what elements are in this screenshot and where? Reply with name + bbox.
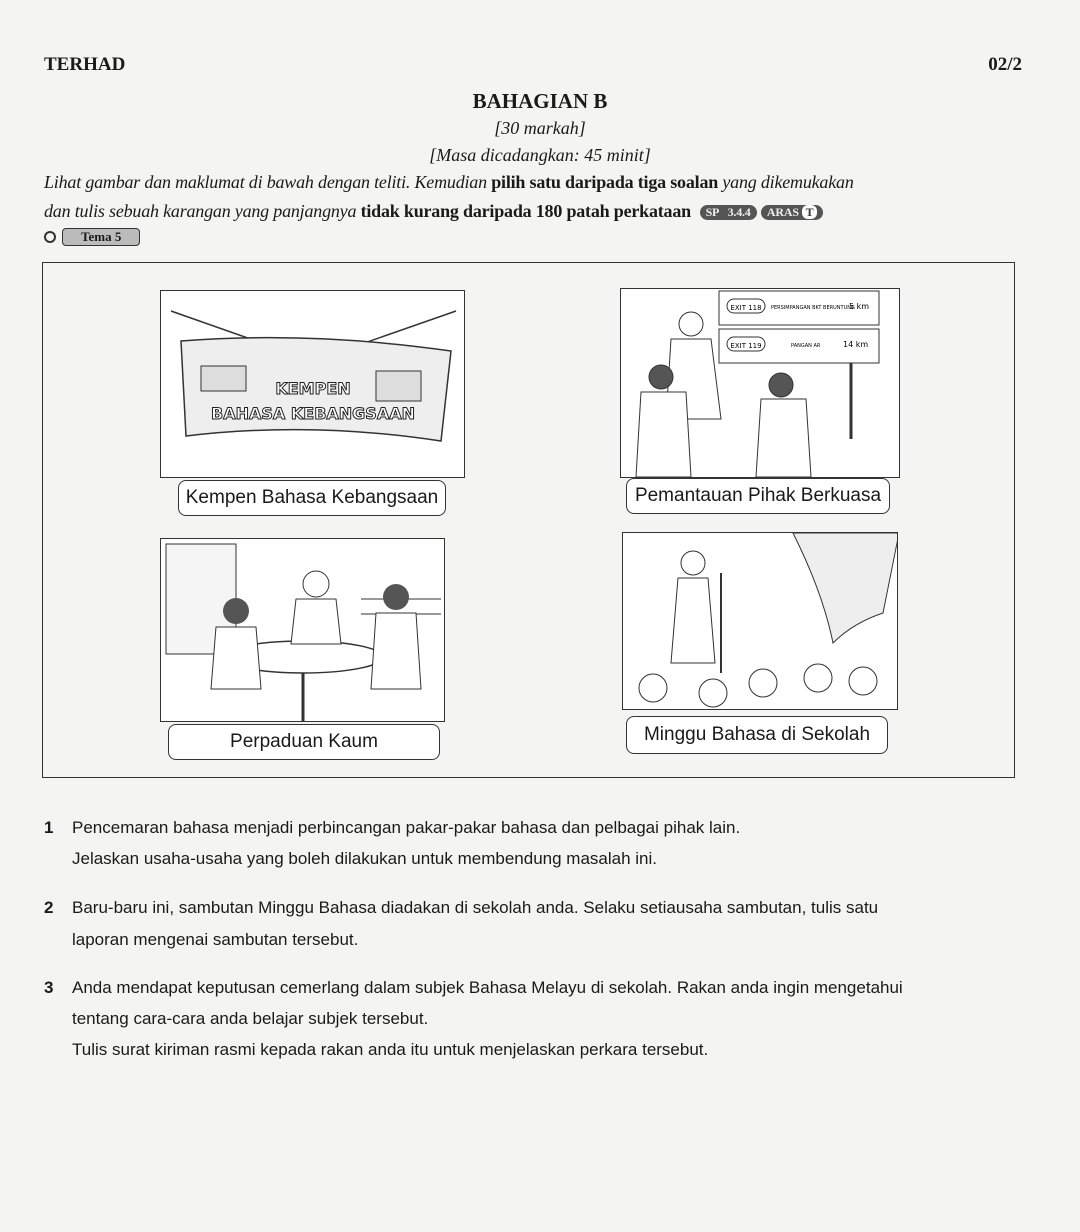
aras-badge: [761, 205, 824, 220]
sp-badge: [700, 205, 757, 220]
campaign-banner-image: [160, 290, 465, 478]
question-2-line: laporan mengenai sambutan tersebut.: [72, 930, 359, 949]
sign-exit-2: EXIT 119: [730, 342, 762, 350]
instruction-line-1: [44, 172, 854, 193]
caption-4: Minggu Bahasa di Sekolah: [626, 716, 888, 754]
sp-label: SP: [705, 205, 720, 220]
sp-value: 3.4.4: [727, 205, 751, 220]
section-time: [Masa dicadangkan: 45 minit]: [429, 145, 651, 165]
instruction-text: Lihat gambar dan maklumat di bawah dengan teliti. Kemudian: [44, 172, 492, 192]
instruction-bold: pilih satu daripada tiga soalan: [491, 172, 719, 192]
caption-2: Pemantauan Pihak Berkuasa: [626, 478, 890, 514]
question-3: [44, 978, 903, 998]
section-title: BAHAGIAN B: [472, 89, 608, 113]
authority-monitoring-image: [620, 288, 900, 478]
banner-text-2: BAHASA KEBANGSAAN: [211, 404, 415, 423]
question-text: Baru-baru ini, sambutan Minggu Bahasa diadakan di sekolah anda. Selaku setiausaha sambutan, tulis satu: [72, 898, 879, 917]
magnifier-icon: [44, 231, 56, 243]
aras-label: ARAS: [766, 205, 799, 220]
caption-1: Kempen Bahasa Kebangsaan: [178, 480, 446, 516]
book-icon: [201, 366, 246, 391]
theme-label: Tema 5: [62, 228, 140, 246]
instruction-text: dan tulis sebuah karangan yang panjangnya: [44, 201, 361, 221]
sign-text-1: PERSIMPANGAN BKT BERUNTUNG: [771, 305, 855, 311]
section-marks: [30 markah]: [494, 118, 586, 138]
question-2: [44, 898, 1044, 918]
question-3-line: tentang cara-cara anda belajar subjek tersebut.: [72, 1009, 429, 1028]
question-number: 1: [44, 818, 54, 837]
question-text: Pencemaran bahasa menjadi perbincangan pakar-pakar bahasa dan pelbagai pihak lain.: [72, 818, 741, 837]
question-1-line: Jelaskan usaha-usaha yang boleh dilakukan untuk membendung masalah ini.: [72, 849, 657, 868]
sign-text-2: PANGAN AR: [791, 343, 821, 349]
theme-tag: [44, 228, 140, 246]
book-icon: [376, 371, 421, 401]
language-week-image: [622, 532, 898, 710]
caption-3: Perpaduan Kaum: [168, 724, 440, 760]
sign-distance-2: 14 km: [843, 340, 869, 349]
aras-value: T: [802, 205, 818, 219]
question-1: [44, 818, 740, 838]
racial-unity-image: [160, 538, 445, 722]
banner-text-1: KEMPEN: [275, 379, 351, 398]
sign-distance-1: 5 km: [849, 302, 870, 311]
question-number: 2: [44, 898, 54, 917]
question-number: 3: [44, 978, 54, 997]
paper-code: 02/2: [988, 54, 1022, 75]
restriction-label: TERHAD: [44, 54, 126, 75]
sign-exit-1: EXIT 118: [730, 304, 762, 312]
instruction-line-2: [44, 201, 823, 222]
question-3-line: Tulis surat kiriman rasmi kepada rakan anda itu untuk menjelaskan perkara tersebut.: [72, 1040, 709, 1059]
question-text: Anda mendapat keputusan cemerlang dalam subjek Bahasa Melayu di sekolah. Rakan anda ingin mengetahui: [72, 978, 903, 997]
instruction-text: yang dikemukakan: [718, 172, 854, 192]
instruction-bold: tidak kurang daripada 180 patah perkataan: [360, 201, 691, 221]
